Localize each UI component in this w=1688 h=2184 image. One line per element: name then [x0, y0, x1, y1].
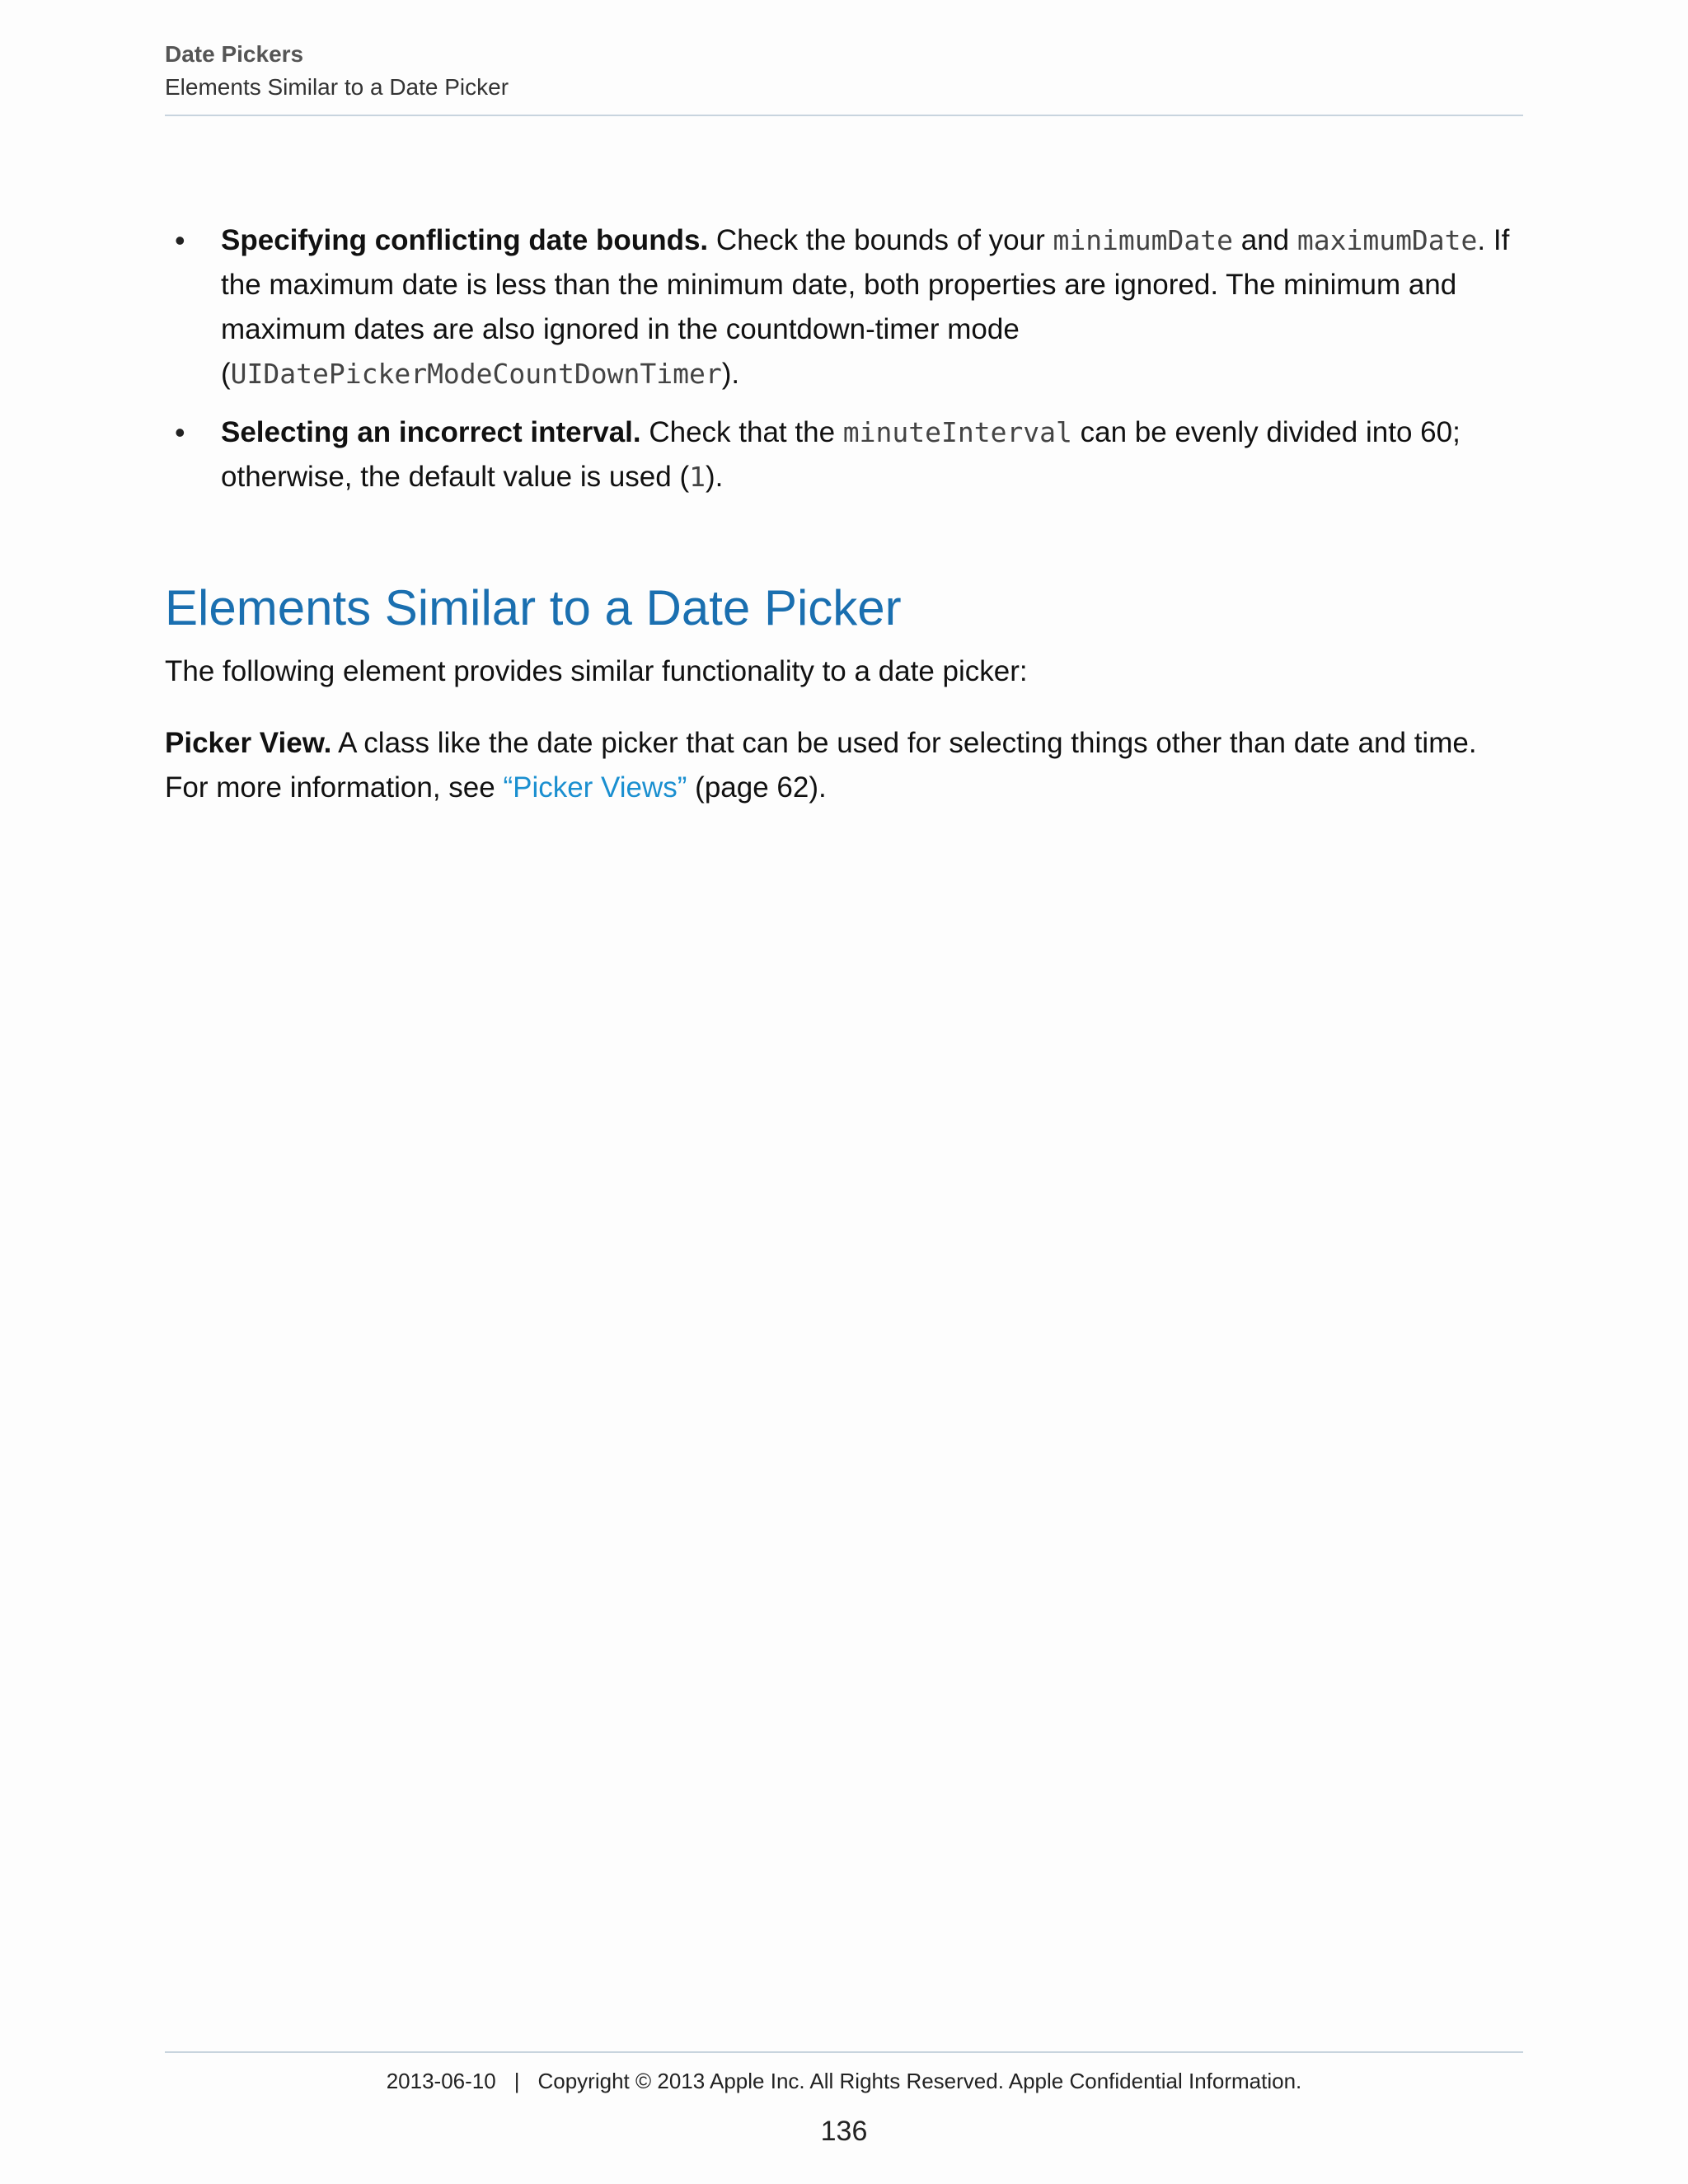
bullet-icon: •: [175, 223, 185, 257]
bullet-icon: •: [175, 415, 185, 449]
code-term: minimumDate: [1053, 224, 1233, 256]
section-heading: Elements Similar to a Date Picker: [165, 580, 902, 635]
definition-after-link: (page 62).: [687, 771, 827, 804]
bullet-text: can be evenly divided into 60; otherwise, the default value is used (: [221, 416, 1461, 493]
picker-views-link[interactable]: “Picker Views”: [503, 771, 687, 804]
header-divider: [165, 115, 1523, 116]
footer: [165, 2064, 1523, 2097]
code-term: minuteInterval: [842, 416, 1072, 448]
footer-divider: [165, 2051, 1523, 2053]
bullet-text: Check the bounds of your: [708, 224, 1053, 256]
header-chapter-title: Date Pickers: [165, 41, 304, 67]
footer-copyright: Copyright © 2013 Apple Inc. All Rights Reserved. Apple Confidential Information.: [537, 2069, 1302, 2093]
bullet-text: ).: [705, 461, 724, 493]
list-item: [165, 218, 1523, 396]
bullet-lead: Selecting an incorrect interval.: [221, 416, 641, 448]
code-term: UIDatePickerModeCountDownTimer: [230, 358, 722, 390]
bullet-text: . If the maximum date is less than the minimum date, both properties are ignored. The minimum and maximum dates are also ignored in the countdown-timer mode (: [221, 224, 1510, 390]
list-item: [165, 410, 1523, 499]
bullet-lead: Specifying conflicting date bounds.: [221, 224, 709, 256]
section-intro: The following element provides similar functionality to a date picker:: [165, 655, 1028, 687]
bullet-text: ).: [721, 358, 740, 390]
footer-date: 2013-06-10: [386, 2069, 496, 2093]
code-term: maximumDate: [1296, 224, 1478, 256]
header-section-title: Elements Similar to a Date Picker: [165, 74, 509, 100]
definition-text: A class like the date picker that can be used for selecting things other than date and time. For more information, see: [165, 727, 1477, 804]
definition-term: Picker View.: [165, 727, 332, 759]
running-header: [165, 38, 1523, 104]
page-number: 136: [820, 2116, 868, 2147]
definition-paragraph: [165, 721, 1523, 810]
footer-separator: |: [513, 2069, 520, 2093]
bullet-text: Check that the: [640, 416, 843, 448]
code-term: 1: [689, 461, 706, 493]
bullet-text: and: [1233, 224, 1297, 256]
bullet-list: [165, 218, 1523, 513]
